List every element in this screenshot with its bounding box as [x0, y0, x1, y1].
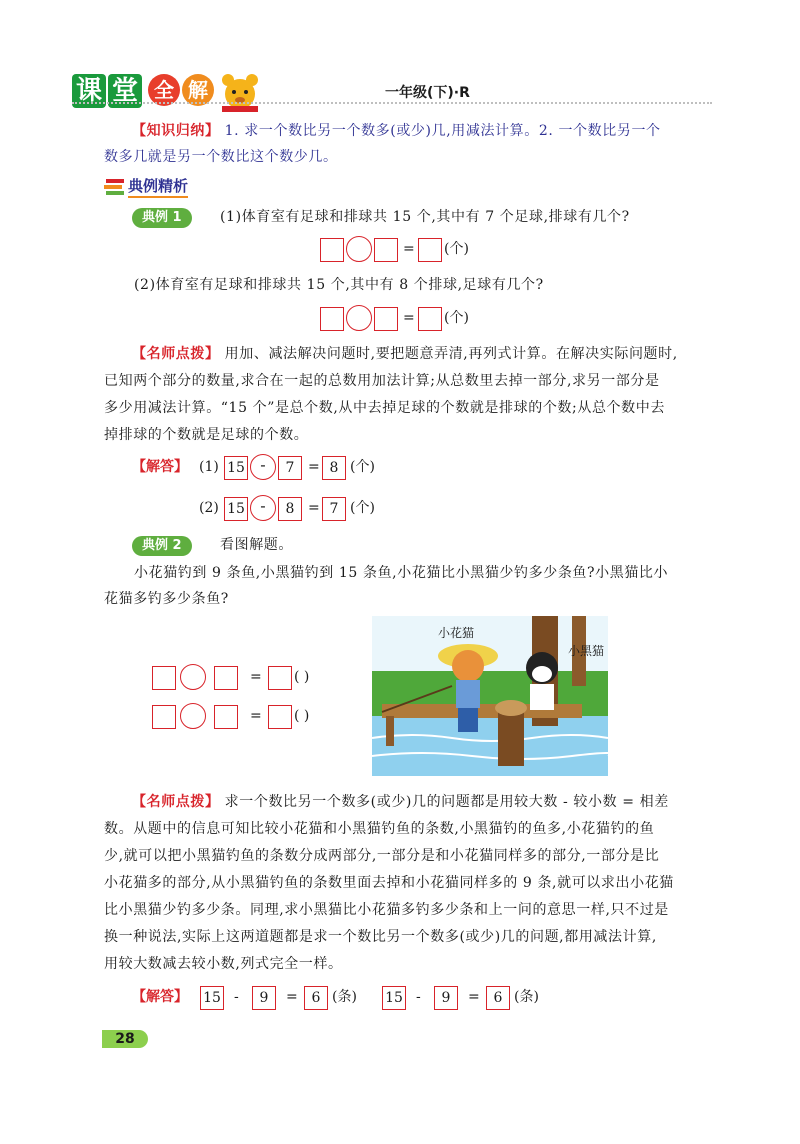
minus-sign: - — [416, 989, 421, 1005]
knowledge-label: 【知识归纳】 — [132, 123, 220, 139]
operator-circle[interactable] — [346, 236, 372, 262]
tip2-line-6: 换一种说法,实际上这两道题都是求一个数比另一个数多(或少)几的问题,都用减法计算, — [104, 929, 657, 945]
unit-label: (个) — [350, 459, 375, 475]
tip2-label: 【名师点拨】 — [132, 794, 220, 810]
logo-char: 全 — [148, 74, 180, 106]
blank-box[interactable] — [268, 705, 292, 729]
equals-sign: = — [250, 708, 262, 724]
example2-line-1: 小花猫钓到 9 条鱼,小黑猫钓到 15 条鱼,小花猫比小黑猫少钓多少条鱼?小黑猫比小 — [134, 565, 669, 581]
tip1-line-3: 多少用减法计算。“15 个”是总个数,从中去掉足球的个数就是排球的个数;从总个数中去 — [104, 400, 665, 416]
header-logo — [72, 70, 262, 114]
equals-sign: = — [403, 241, 415, 257]
equals-sign: = — [403, 310, 415, 326]
answer-box: 9 — [252, 986, 276, 1010]
equals-sign: = — [286, 989, 298, 1005]
equals-sign: = — [308, 459, 320, 475]
unit-blank: ( ) — [294, 669, 310, 685]
answer-box: 15 — [224, 456, 248, 480]
blank-box[interactable] — [152, 705, 176, 729]
unit-label: (个) — [350, 500, 375, 516]
operator-circle[interactable] — [180, 664, 206, 690]
tip2-line-5: 比小黑猫少钓多少条。同理,求小黑猫比小花猫多钓多少条和上一问的意思一样,只不过是 — [104, 902, 669, 918]
img-label-1: 小花猫 — [438, 626, 475, 640]
answer-box: 8 — [322, 456, 346, 480]
answer-box: 15 — [382, 986, 406, 1010]
section-heading — [104, 176, 204, 198]
knowledge-summary — [132, 118, 712, 144]
logo-char: 堂 — [108, 74, 142, 108]
operator-circle: - — [250, 454, 276, 480]
example2-badge-wrap — [132, 535, 192, 556]
answer-box: 15 — [200, 986, 224, 1010]
answer2-label: 【解答】 — [132, 989, 188, 1005]
stacked-books-icon — [104, 178, 126, 196]
grade-label: 一年级(下)·R — [385, 85, 470, 101]
example1-question-2: (2)体育室有足球和排球共 15 个,其中有 8 个排球,足球有几个? — [134, 277, 544, 293]
blank-box[interactable] — [214, 666, 238, 690]
blank-box[interactable] — [320, 238, 344, 262]
answer-box: 7 — [322, 497, 346, 521]
tip1-line-2: 已知两个部分的数量,求合在一起的总数用加法计算;从总数里去掉一部分,求另一部分是 — [104, 373, 660, 389]
unit-label: (条) — [332, 989, 357, 1005]
operator-circle[interactable] — [346, 305, 372, 331]
example1-badge: 典例 1 — [132, 208, 192, 228]
answer-box: 7 — [278, 456, 302, 480]
header-divider — [72, 102, 712, 104]
answer-box: 15 — [224, 497, 248, 521]
answer-box: 9 — [434, 986, 458, 1010]
unit-label: (条) — [514, 989, 539, 1005]
equals-sign: = — [250, 669, 262, 685]
unit-blank: ( ) — [294, 708, 310, 724]
tip2-line-3: 少,就可以把小黑猫钓鱼的条数分成两部分,一部分是和小花猫同样多的部分,一部分是比 — [104, 848, 660, 864]
example2-line-2: 花猫多钓多少条鱼? — [104, 591, 229, 607]
equals-sign: = — [308, 500, 320, 516]
blank-box[interactable] — [418, 307, 442, 331]
blank-box[interactable] — [214, 705, 238, 729]
answer-box: 8 — [278, 497, 302, 521]
fishing-cats-illustration — [372, 616, 608, 776]
equals-sign: = — [468, 989, 480, 1005]
example2-badge: 典例 2 — [132, 536, 192, 556]
logo-char: 解 — [182, 74, 214, 106]
knowledge-line-2: 数多几就是另一个数比这个数少几。 — [104, 149, 338, 165]
blank-box[interactable] — [374, 238, 398, 262]
answer1-row2-prefix: (2) — [199, 500, 219, 516]
blank-box[interactable] — [268, 666, 292, 690]
blank-box[interactable] — [320, 307, 344, 331]
example2-intro: 看图解题。 — [220, 537, 293, 553]
logo-char: 课 — [72, 74, 106, 108]
answer-box: 6 — [486, 986, 510, 1010]
tip1-line-4: 掉排球的个数就是足球的个数。 — [104, 427, 309, 443]
tip2-text: 求一个数比另一个数多(或少)几的问题都是用较大数 - 较小数 = 相差 — [219, 794, 669, 810]
knowledge-line-1: 1. 求一个数比另一个数多(或少)几,用减法计算。2. 一个数比另一个 — [219, 123, 661, 139]
unit-label: (个) — [444, 310, 469, 326]
tip1-text: 用加、减法解决问题时,要把题意弄清,再列式计算。在解决实际问题时, — [219, 346, 678, 362]
operator-circle: - — [250, 495, 276, 521]
minus-sign: - — [234, 989, 239, 1005]
bear-mascot-icon — [218, 70, 262, 112]
answer-box: 6 — [304, 986, 328, 1010]
blank-box[interactable] — [418, 238, 442, 262]
tip1-label: 【名师点拨】 — [132, 346, 220, 362]
tip2-line-1 — [132, 789, 712, 815]
unit-label: (个) — [444, 241, 469, 257]
operator-circle[interactable] — [180, 703, 206, 729]
answer1-row1-prefix: (1) — [199, 459, 219, 475]
tip2-line-2: 数。从题中的信息可知比较小花猫和小黑猫钓鱼的条数,小黑猫钓的鱼多,小花猫钓的鱼 — [104, 821, 655, 837]
tip2-line-4: 小花猫多的部分,从小黑猫钓鱼的条数里面去掉和小花猫同样多的 9 条,就可以求出小花猫 — [104, 875, 674, 891]
tip2-line-7: 用较大数减去较小数,列式完全一样。 — [104, 956, 343, 972]
example1-badge-wrap — [132, 207, 192, 228]
example1-question-1: (1)体育室有足球和排球共 15 个,其中有 7 个足球,排球有几个? — [220, 209, 630, 225]
blank-box[interactable] — [152, 666, 176, 690]
tip1-line-1 — [132, 341, 712, 367]
answer1-label: 【解答】 — [132, 459, 188, 475]
img-label-2: 小黑猫 — [568, 644, 605, 658]
blank-box[interactable] — [374, 307, 398, 331]
page-number: 28 — [102, 1030, 148, 1048]
section-title: 典例精析 — [128, 176, 188, 198]
